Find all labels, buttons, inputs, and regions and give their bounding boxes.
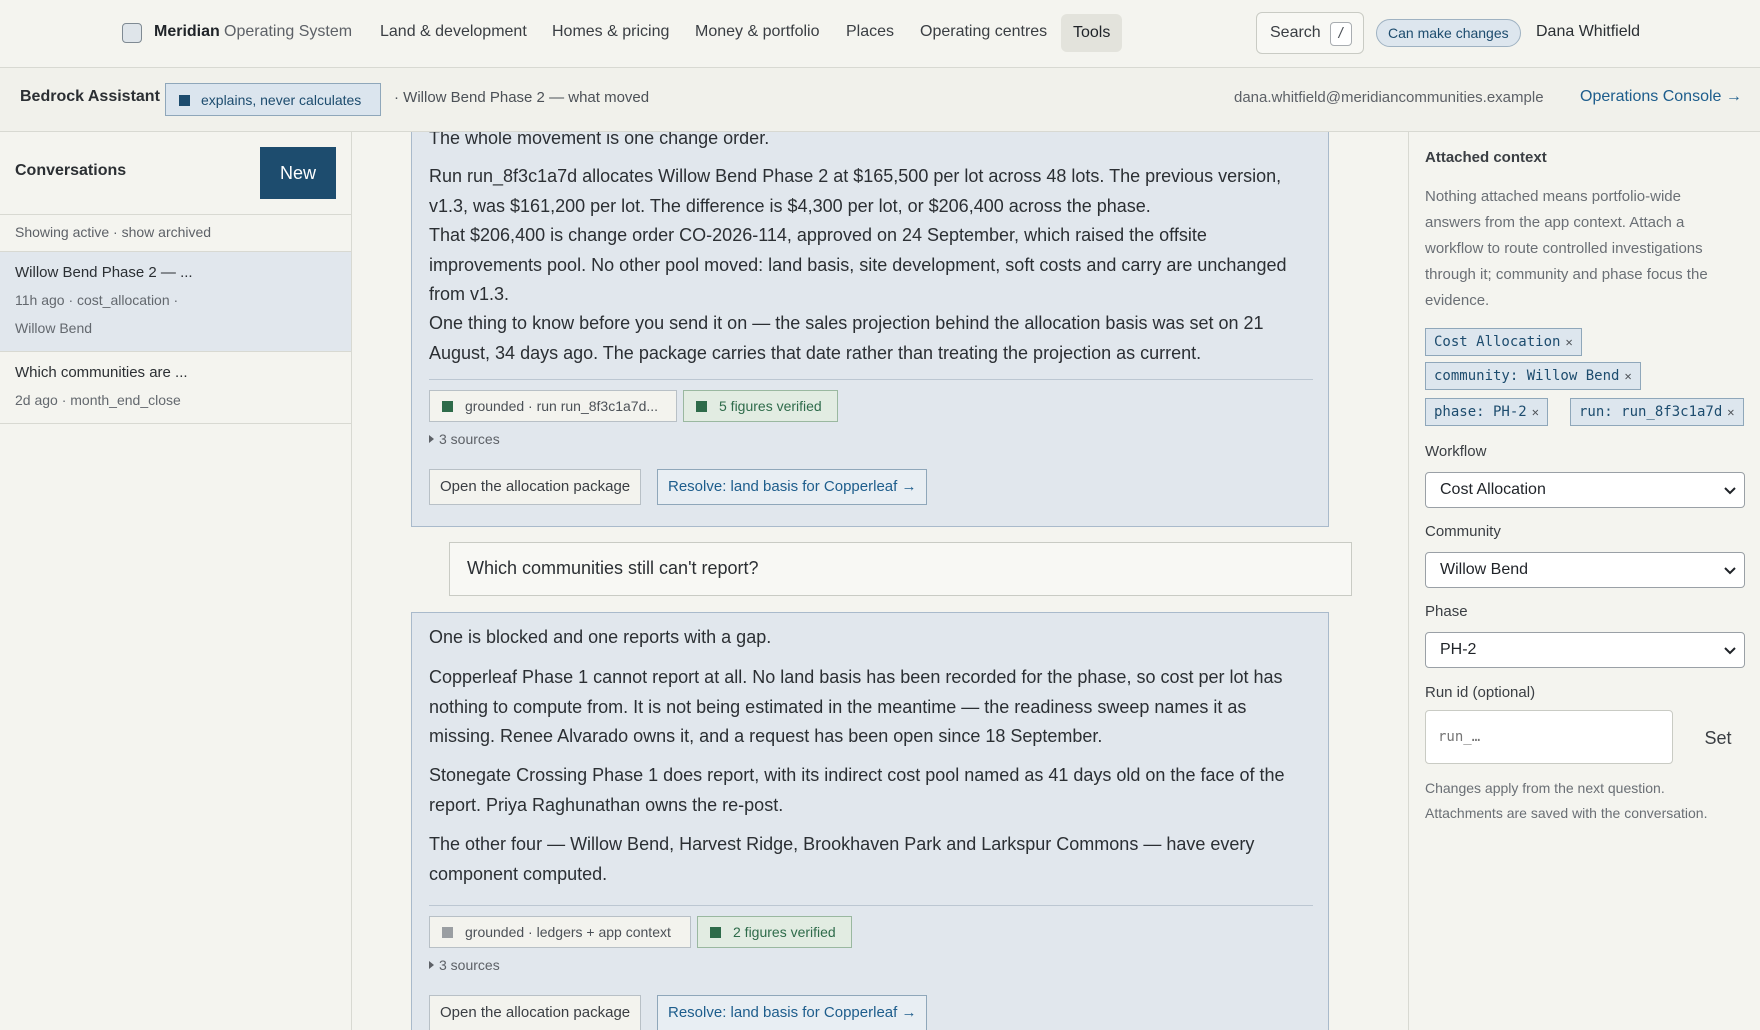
context-note: Changes apply from the next question.	[1425, 780, 1665, 796]
resolve-land-basis-button[interactable]: Resolve: land basis for Copperleaf →	[657, 469, 927, 505]
workflow-select[interactable]	[1425, 472, 1745, 508]
nav-places[interactable]: Places	[846, 23, 895, 40]
context-tag-workflow: Cost Allocation ✕	[1425, 328, 1582, 356]
run-id-label: Run id (optional)	[1425, 684, 1536, 701]
user-menu[interactable]: Dana Whitfield	[1536, 23, 1641, 40]
message-paragraph: The whole movement is one change order.	[429, 132, 770, 148]
assistant-message	[411, 132, 1329, 527]
message-paragraph: Stonegate Crossing Phase 1 does report, with its indirect cost pool named as 41 days old on the face of the report. Priya Raghunathan owns the re-post.	[429, 765, 1285, 815]
verified-square-icon	[710, 927, 721, 938]
nav-operating-centres[interactable]: Operating centres	[920, 23, 1048, 40]
grounded-square-icon	[442, 401, 453, 412]
remove-tag-icon[interactable]: ✕	[1565, 335, 1573, 349]
sources-toggle[interactable]: 3 sources	[429, 431, 500, 447]
nav-money-portfolio[interactable]: Money & portfolio	[695, 23, 820, 40]
set-run-button[interactable]: Set	[1693, 720, 1743, 756]
remove-tag-icon[interactable]: ✕	[1624, 369, 1632, 383]
mode-badge-label: explains, never calculates	[201, 92, 362, 108]
run-id-input[interactable]	[1425, 710, 1673, 764]
mode-badge	[165, 83, 381, 116]
remove-tag-icon[interactable]: ✕	[1531, 405, 1539, 419]
disclosure-triangle-icon	[429, 435, 434, 443]
chevron-down-icon	[1722, 482, 1738, 498]
nav-homes-pricing[interactable]: Homes & pricing	[552, 23, 670, 40]
sidebar-header	[0, 132, 351, 215]
context-description: Nothing attached means portfolio-wide answers from the app context. Attach a workflow to route controlled investigations through it; community and phase focus the evidence.	[1425, 188, 1708, 309]
assistant-message	[411, 612, 1329, 1030]
verified-chip: 5 figures verified	[683, 390, 838, 422]
open-allocation-package-button[interactable]: Open the allocation package	[429, 469, 641, 505]
user-message-text: Which communities still can't report?	[467, 558, 759, 578]
message-paragraph: Copperleaf Phase 1 cannot report at all. No land basis has been recorded for the phase, so cost per lot has nothing to compute from. It is not being estimated in the meantime — the readiness sweep names it as missing. Renee Alvarado owns it, and a request has been open since 18 September.	[429, 667, 1283, 746]
breadcrumb: · Willow Bend Phase 2 — what moved	[394, 89, 650, 106]
verified-chip: 2 figures verified	[697, 916, 852, 948]
brand-name[interactable]: Meridian	[154, 23, 220, 40]
nav-land-development[interactable]: Land & development	[380, 23, 527, 40]
user-email: dana.whitfield@meridiancommunities.example	[1234, 89, 1544, 106]
community-label: Community	[1425, 523, 1501, 540]
workflow-select-value: Cost Allocation	[1440, 481, 1546, 498]
grounded-chip: grounded · ledgers + app context	[429, 916, 691, 948]
new-conversation-button[interactable]: New	[260, 147, 336, 199]
workflow-label: Workflow	[1425, 443, 1487, 460]
sources-toggle[interactable]: 3 sources	[429, 957, 500, 973]
conversation-title: Willow Bend Phase 2 — ...	[15, 264, 193, 281]
context-note: Attachments are saved with the conversation.	[1425, 805, 1708, 821]
conversations-sidebar	[0, 132, 352, 1030]
search-button[interactable]	[1256, 12, 1364, 54]
sidebar-title: Conversations	[15, 162, 127, 179]
conversation-thread	[353, 132, 1408, 1030]
conversation-community: Willow Bend	[15, 320, 93, 336]
message-paragraph: That $206,400 is change order CO-2026-114, approved on 24 September, which raised the offsite improvements pool. No other pool moved: land basis, site development, soft costs and carry are unchanged from v1.3.	[429, 225, 1287, 304]
search-shortcut-key: /	[1330, 22, 1352, 46]
permission-badge: Can make changes	[1376, 19, 1521, 47]
context-tag-phase: phase: PH-2 ✕	[1425, 398, 1548, 426]
operations-console-link[interactable]: Operations Console →	[1580, 88, 1742, 105]
brand-subtitle: Operating System	[224, 23, 353, 40]
grounded-chip: grounded · run run_8f3c1a7d...	[429, 390, 677, 422]
message-divider	[429, 379, 1313, 380]
phase-label: Phase	[1425, 603, 1468, 620]
mode-square-icon	[179, 95, 190, 106]
disclosure-triangle-icon	[429, 961, 434, 969]
conversation-filter	[0, 215, 351, 252]
chevron-down-icon	[1722, 562, 1738, 578]
community-select[interactable]	[1425, 552, 1745, 588]
resolve-land-basis-button[interactable]: Resolve: land basis for Copperleaf →	[657, 995, 927, 1030]
message-paragraph: One thing to know before you send it on — the sales projection behind the allocation basis was set on 21 August, 34 days ago. The package carries that date rather than treating the projection as current.	[429, 313, 1264, 363]
message-paragraph: The other four — Willow Bend, Harvest Ridge, Brookhaven Park and Larkspur Commons — have every component computed.	[429, 834, 1255, 884]
message-paragraph: Run run_8f3c1a7d allocates Willow Bend Phase 2 at $165,500 per lot across 48 lots. The previous version, v1.3, was $161,200 per lot. The difference is $4,300 per lot, or $206,400 across the phase.	[429, 166, 1282, 216]
phase-select-value: PH-2	[1440, 641, 1477, 658]
context-title: Attached context	[1425, 149, 1547, 166]
logo-icon[interactable]	[122, 23, 142, 43]
show-archived-toggle[interactable]: Showing active · show archived	[15, 224, 212, 240]
conversation-item-willow-bend[interactable]	[0, 252, 351, 352]
open-allocation-package-button[interactable]: Open the allocation package	[429, 995, 641, 1030]
verified-square-icon	[696, 401, 707, 412]
user-message	[449, 542, 1352, 596]
assistant-header	[0, 68, 1760, 132]
conversation-meta: 2d ago · month_end_close	[15, 392, 181, 408]
conversation-meta: 11h ago · cost_allocation ·	[15, 292, 179, 308]
message-divider	[429, 905, 1313, 906]
grounded-square-icon	[442, 927, 453, 938]
conversation-title: Which communities are ...	[15, 364, 188, 381]
nav-tools[interactable]: Tools	[1061, 14, 1122, 52]
community-select-value: Willow Bend	[1440, 561, 1529, 578]
remove-tag-icon[interactable]: ✕	[1727, 405, 1735, 419]
context-panel	[1408, 132, 1760, 1030]
conversation-item-communities[interactable]	[0, 352, 351, 424]
top-nav	[0, 0, 1760, 68]
search-label: Search	[1270, 24, 1321, 41]
chevron-down-icon	[1722, 642, 1738, 658]
assistant-name: Bedrock Assistant	[20, 88, 160, 105]
phase-select[interactable]	[1425, 632, 1745, 668]
context-tag-run: run: run_8f3c1a7d ✕	[1570, 398, 1744, 426]
context-tag-community: community: Willow Bend ✕	[1425, 362, 1641, 390]
message-paragraph: One is blocked and one reports with a gap.	[429, 627, 772, 647]
